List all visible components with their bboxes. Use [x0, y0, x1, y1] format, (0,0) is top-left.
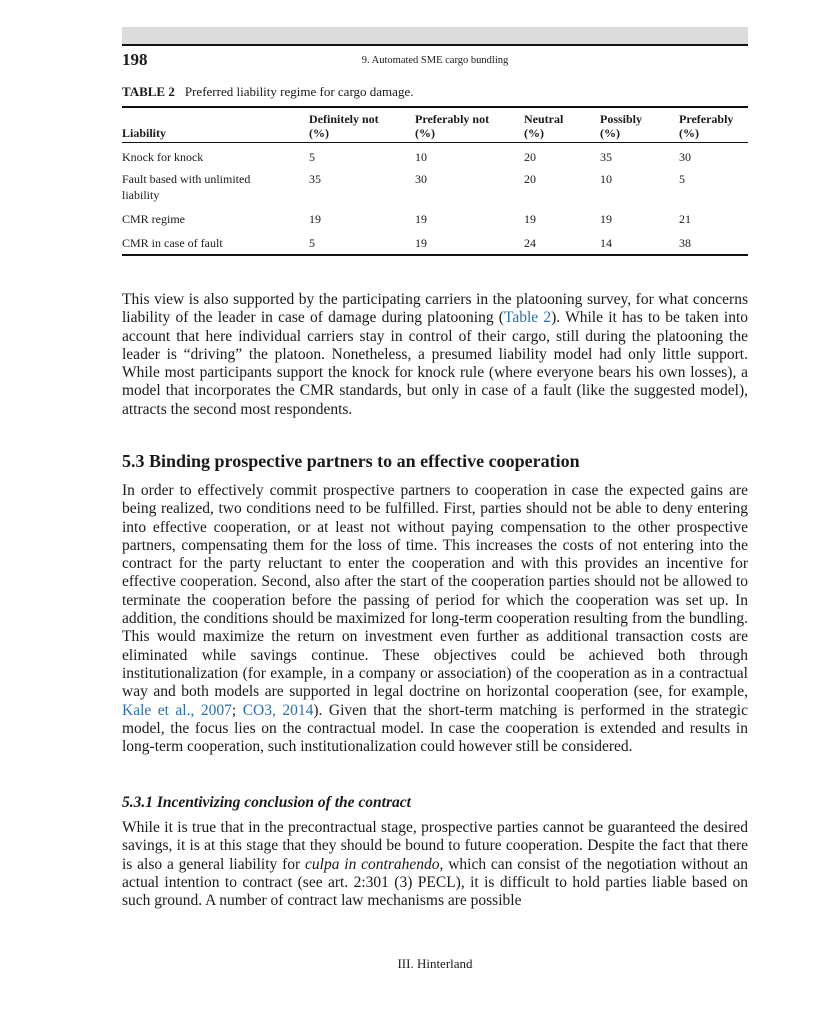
table-row — [122, 235, 748, 254]
italic-term: culpa in contrahendo — [305, 855, 440, 873]
row-label: Knock for knock — [122, 150, 204, 164]
cell-neutral: 24 — [524, 236, 536, 250]
column-header-liability: Liability — [122, 126, 167, 140]
cell-preferably-not: 19 — [415, 212, 427, 226]
cell-preferably: 30 — [679, 150, 691, 164]
page-number: 198 — [122, 50, 148, 69]
column-header-neutral: Neutral (%) — [524, 112, 564, 140]
body-paragraph: This view is also supported by the participating carriers in the platooning survey, for what concerns liability of the leader in case of damage during platooning (Table 2). While it has to be taken into account that here individual carriers stay in control of their cargo, still during the platooning the leader is “driving” the platoon. Nonetheless, a presumed liability model had only little support. While most participants support the knock for knock rule (where everyone bears his own losses), a model that incorporates the CMR standards, but only in case of a fault (like the suggested model), attracts the second most respondents. — [122, 291, 748, 418]
column-header-preferably-not: Preferably not (%) — [415, 112, 490, 140]
citation-link-kale[interactable]: Kale et al., 2007 — [122, 701, 232, 719]
table-bottom-rule — [122, 254, 748, 256]
table-row — [122, 171, 748, 211]
cell-neutral: 20 — [524, 150, 536, 164]
body-paragraph: While it is true that in the precontractual stage, prospective parties cannot be guaranteed the desired savings, it is at this stage that they should be bound to future cooperation. Despite the fact that there is also a general liability for culpa in contrahendo, which can consist of the negotiation without an actual intention to contract (see art. 2:301 (3) PECL), it is difficult to hold parties liable based on such ground. A number of contract law mechanisms are possible — [122, 819, 749, 910]
running-head: 9. Automated SME cargo bundling — [361, 55, 509, 66]
cell-possibly: 14 — [600, 236, 612, 250]
cell-possibly: 19 — [600, 212, 612, 226]
table-label: TABLE 2 — [122, 84, 175, 99]
cell-preferably: 5 — [679, 172, 685, 186]
table-caption-text: Preferred liability regime for cargo damage. — [184, 84, 414, 99]
body-paragraph: In order to effectively commit prospective partners to cooperation in case the expected gains are being realized, two conditions need to be fulfilled. First, parties should not be able to deny entering into effective cooperation, or at least not without paying compensation to the other prospective partners, compensating them for the loss of time. This increases the costs of not entering into the contract for the party reluctant to enter the cooperation and with this provides an incentive for effective cooperation. Second, also after the start of the cooperation parties should not be allowed to terminate the cooperation before the passing of period for which the cooperation was set up. In addition, the conditions should be maximized for long-term cooperation resulting from the bundling. This would maximize the return on investment even further as additional transaction costs are eliminated while savings continue. These objectives could be achieved both through institutionalization (for example, in a company or association) of the cooperation as in a contractual way and both models are supported in legal doctrine on horizontal cooperation (see, for example, Kale et al., 2007; CO3, 2014). Given that the short-term matching is performed in the strategic model, the focus lies on the contractual model. In case the cooperation is extended and results in long-term cooperation, such institutionalization could however still be considered. — [122, 482, 748, 756]
column-header-preferably: Preferably (%) — [679, 112, 734, 140]
header-rule — [122, 44, 748, 46]
table-caption — [122, 84, 413, 100]
row-label: Fault based with unlimited liability — [122, 172, 251, 202]
cell-preferably: 21 — [679, 212, 691, 226]
cell-preferably-not: 30 — [415, 172, 427, 186]
section-heading: 5.3 Binding prospective partners to an effective cooperation — [122, 451, 580, 471]
cell-possibly: 10 — [600, 172, 612, 186]
cell-preferably: 38 — [679, 236, 691, 250]
cell-preferably-not: 19 — [415, 236, 427, 250]
cell-preferably-not: 10 — [415, 150, 427, 164]
cell-definitely-not: 35 — [309, 172, 321, 186]
cell-neutral: 19 — [524, 212, 536, 226]
page-footer: III. Hinterland — [397, 956, 473, 971]
cell-neutral: 20 — [524, 172, 536, 186]
cell-definitely-not: 5 — [309, 150, 315, 164]
liability-table — [122, 106, 748, 256]
table-grid — [122, 108, 748, 254]
row-label: CMR regime — [122, 212, 185, 226]
row-label: CMR in case of fault — [122, 236, 223, 250]
table-row — [122, 211, 748, 235]
table-reference-link[interactable]: Table 2 — [503, 309, 552, 327]
citation-link-co3[interactable]: CO3, 2014 — [242, 701, 314, 719]
column-header-possibly: Possibly (%) — [600, 112, 643, 140]
table-header-row — [122, 108, 748, 142]
cell-definitely-not: 5 — [309, 236, 315, 250]
subsection-heading: 5.3.1 Incentivizing conclusion of the contract — [122, 794, 411, 811]
table-row — [122, 143, 748, 171]
column-header-definitely-not: Definitely not (%) — [309, 112, 379, 140]
cell-possibly: 35 — [600, 150, 612, 164]
cell-definitely-not: 19 — [309, 212, 321, 226]
header-band — [122, 27, 748, 44]
